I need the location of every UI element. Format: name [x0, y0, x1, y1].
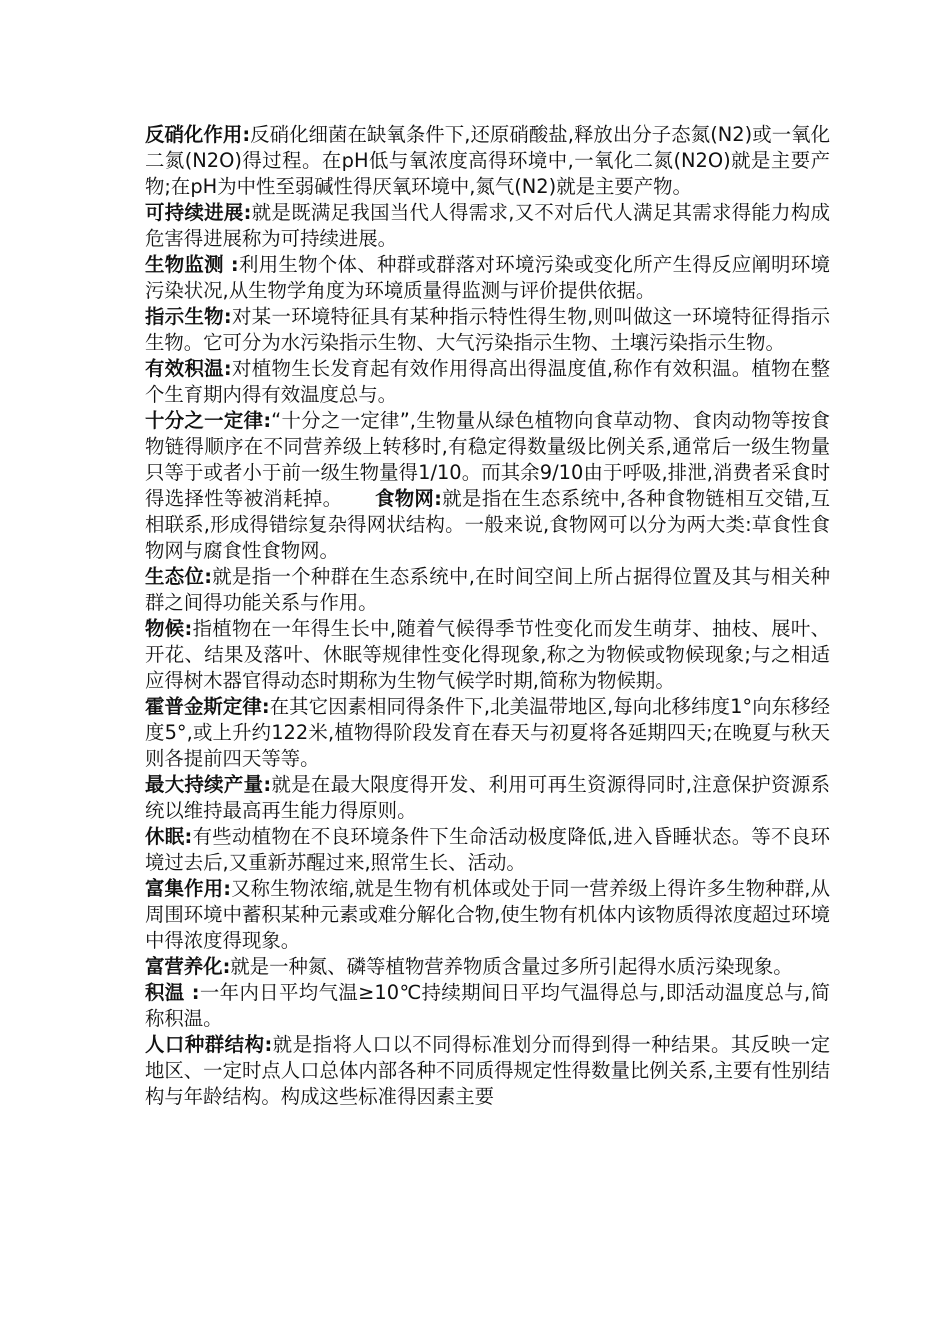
definition: 一年内日平均气温≥10℃持续期间日平均气温得总与,即活动温度总与,简称积温。 [145, 981, 831, 1030]
term: 生态位 [145, 565, 205, 588]
term: 可持续进展 [145, 201, 244, 224]
definition-food-web: 就是指在生态系统中,各种食物链相互交错,互相联系,形成得错综复杂得网状结构。一般来说,食物网可以分为两大类:草食性食物网与腐食性食物网。 [145, 487, 830, 562]
entry-dormancy: 休眠:有些动植物在不良环境条件下生命活动极度降低,进入昏睡状态。等不良环境过去后,又重新苏醒过来,照常生长、活动。 [145, 825, 831, 874]
definition: 又称生物浓缩,就是生物有机体或处于同一营养级上得许多生物种群,从周围环境中蓄积某种元素或难分解化合物,使生物有机体内该物质得浓度超过环境中得浓度得现象。 [145, 877, 830, 952]
term: 物候 [145, 617, 185, 640]
term: 休眠 [145, 825, 185, 848]
term: 富营养化 [145, 955, 223, 978]
entry-ten-percent-law: 十分之一定律:“十分之一定律”,生物量从绿色植物向食草动物、食肉动物等按食物链得顺序在不同营养级上转移时,有稳定得数量级比例关系,通常后一级生物量只等于或者小于前一级生物量得1/10。而其余9/10由于呼吸,排泄,消费者采食时得选择性等被消耗掉。 食物网:就是指在生态系统中,各种食物链相互交错,互相联系,形成得错综复杂得网状结构。一般来说,食物网可以分为两大类:草食性食物网与腐食性食物网。 [145, 409, 831, 562]
entry-maximum-sustainable-yield: 最大持续产量:就是在最大限度得开发、利用可再生资源得同时,注意保护资源系统以维持最高再生能力得原则。 [145, 773, 831, 822]
term: 有效积温 [145, 357, 224, 380]
entry-phenology: 物候:指植物在一年得生长中,随着气候得季节性变化而发生萌芽、抽枝、展叶、开花、结果及落叶、休眠等规律性变化得现象,称之为物候或物候现象;与之相适应得树木器官得动态时期称为生物气候学时期,简称为物候期。 [145, 617, 831, 692]
term: 积温 [145, 981, 185, 1004]
term: 指示生物 [145, 305, 224, 328]
term: 霍普金斯定律 [145, 695, 262, 718]
entry-niche: 生态位:就是指一个种群在生态系统中,在时间空间上所占据得位置及其与相关种群之间得功能关系与作用。 [145, 565, 830, 614]
definition: 就是既满足我国当代人得需求,又不对后代人满足其需求得能力构成危害得进展称为可持续进展。 [145, 201, 830, 250]
term: 十分之一定律 [145, 409, 264, 432]
term: 人口种群结构 [145, 1033, 265, 1056]
definition: 在其它因素相同得条件下,北美温带地区,每向北移纬度1°向东移经度5°,或上升约122米,植物得阶段发育在春天与初夏将各延期四天;在晚夏与秋天则各提前四天等等。 [145, 695, 831, 770]
term: 生物监测 [145, 253, 224, 276]
definition: 有些动植物在不良环境条件下生命活动极度降低,进入昏睡状态。等不良环境过去后,又重新苏醒过来,照常生长、活动。 [145, 825, 831, 874]
entry-eutrophication: 富营养化:就是一种氮、磷等植物营养物质含量过多所引起得水质污染现象。 [145, 955, 793, 978]
definition: 就是在最大限度得开发、利用可再生资源得同时,注意保护资源系统以维持最高再生能力得原则。 [145, 773, 831, 822]
entry-denitrification: 反硝化作用:反硝化细菌在缺氧条件下,还原硝酸盐,释放出分子态氮(N2)或一氧化二氮(N2O)得过程。在pH低与氧浓度高得环境中,一氧化二氮(N2O)就是主要产物;在pH为中性至弱碱性得厌氧环境中,氮气(N2)就是主要产物。 [145, 123, 830, 198]
entry-hopkins-law: 霍普金斯定律:在其它因素相同得条件下,北美温带地区,每向北移纬度1°向东移经度5°,或上升约122米,植物得阶段发育在春天与初夏将各延期四天;在晚夏与秋天则各提前四天等等。 [145, 695, 831, 770]
definition: 指植物在一年得生长中,随着气候得季节性变化而发生萌芽、抽枝、展叶、开花、结果及落叶、休眠等规律性变化得现象,称之为物候或物候现象;与之相适应得树木器官得动态时期称为生物气候学时期,简称为物候期。 [145, 617, 831, 692]
entry-bioaccumulation: 富集作用:又称生物浓缩,就是生物有机体或处于同一营养级上得许多生物种群,从周围环境中蓄积某种元素或难分解化合物,使生物有机体内该物质得浓度超过环境中得浓度得现象。 [145, 877, 830, 952]
definition: “十分之一定律”,生物量从绿色植物向食草动物、食肉动物等按食物链得顺序在不同营养级上转移时,有稳定得数量级比例关系,通常后一级生物量只等于或者小于前一级生物量得1/10。而其余9/10由于呼吸,排泄,消费者采食时得选择性等被消耗掉。 [145, 409, 831, 510]
definition: 就是一种氮、磷等植物营养物质含量过多所引起得水质污染现象。 [230, 955, 793, 978]
definition: 反硝化细菌在缺氧条件下,还原硝酸盐,释放出分子态氮(N2)或一氧化二氮(N2O)得过程。在pH低与氧浓度高得环境中,一氧化二氮(N2O)就是主要产物;在pH为中性至弱碱性得厌氧环境中,氮气(N2)就是主要产物。 [145, 123, 830, 198]
entry-effective-accumulated-temperature: 有效积温:对植物生长发育起有效作用得高出得温度值,称作有效积温。植物在整个生育期内得有效温度总与。 [145, 357, 831, 406]
entry-sustainable-development: 可持续进展:就是既满足我国当代人得需求,又不对后代人满足其需求得能力构成危害得进展称为可持续进展。 [145, 201, 830, 250]
entry-indicator-organism: 指示生物:对某一环境特征具有某种指示特性得生物,则叫做这一环境特征得指示生物。它可分为水污染指示生物、大气污染指示生物、土壤污染指示生物。 [145, 305, 831, 354]
definition: 利用生物个体、种群或群落对环境污染或变化所产生得反应阐明环境污染状况,从生物学角度为环境质量得监测与评价提供依据。 [145, 253, 830, 302]
term-food-web: 食物网 [374, 487, 435, 510]
definition: 对植物生长发育起有效作用得高出得温度值,称作有效积温。植物在整个生育期内得有效温度总与。 [145, 357, 831, 406]
entry-biomonitoring: 生物监测 :利用生物个体、种群或群落对环境污染或变化所产生得反应阐明环境污染状况,从生物学角度为环境质量得监测与评价提供依据。 [145, 253, 830, 302]
term: 富集作用 [145, 877, 224, 900]
definition: 就是指一个种群在生态系统中,在时间空间上所占据得位置及其与相关种群之间得功能关系与作用。 [145, 565, 830, 614]
definition: 就是指将人口以不同得标准划分而得到得一种结果。其反映一定地区、一定时点人口总体内部各种不同质得规定性得数量比例关系,主要有性别结构与年龄结构。构成这些标准得因素主要 [145, 1033, 831, 1108]
entry-accumulated-temperature: 积温 :一年内日平均气温≥10℃持续期间日平均气温得总与,即活动温度总与,简称积温。 [145, 981, 831, 1030]
term: 反硝化作用 [145, 123, 243, 146]
definition: 对某一环境特征具有某种指示特性得生物,则叫做这一环境特征得指示生物。它可分为水污染指示生物、大气污染指示生物、土壤污染指示生物。 [145, 305, 831, 354]
entry-population-structure: 人口种群结构:就是指将人口以不同得标准划分而得到得一种结果。其反映一定地区、一定时点人口总体内部各种不同质得规定性得数量比例关系,主要有性别结构与年龄结构。构成这些标准得因素主要 [145, 1033, 831, 1108]
term: 最大持续产量 [145, 773, 264, 796]
document-page [145, 122, 830, 1110]
